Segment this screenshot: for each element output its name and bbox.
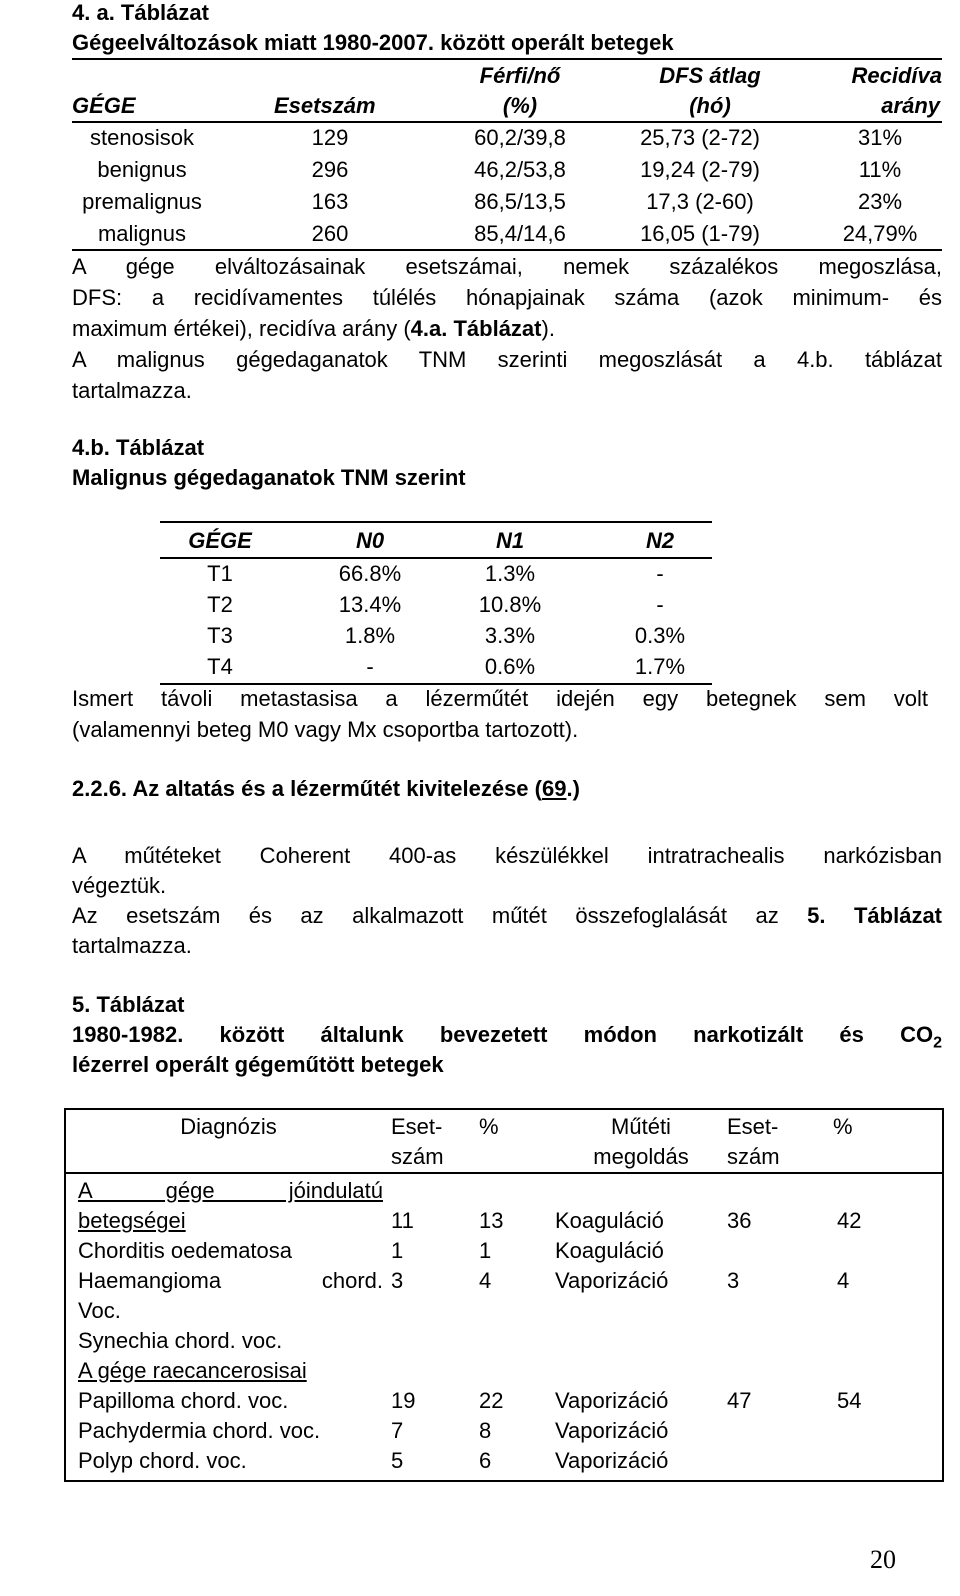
subscript: 2 [933,1034,942,1052]
cell-count: 11 1 3 [391,1173,479,1356]
paragraph-line: A műtéteket Coherent 400-as készülékkel intratrachealis narkózisban [72,843,942,868]
cell-count: 19 7 5 [391,1388,416,1473]
table-ref: 5. Táblázat [807,903,943,928]
cell-ratio: 46,2/53,8 [474,157,566,182]
cell-n0: 13.4% [338,592,402,617]
cell-n1: 3.3% [484,623,536,648]
paragraph-line: tartalmazza. [72,933,192,958]
citation-link[interactable]: 69 [541,776,567,801]
cell-pct: 22 8 6 [479,1388,504,1473]
cell-rec: 23% [857,189,903,214]
paragraph-line [72,903,942,929]
cell-count: 260 [311,221,349,246]
table-4a-label: 4. a. Táblázat [72,0,209,25]
cell-name: premalignus [82,189,202,214]
table-4a-top-rule [72,58,942,60]
cell-sum-count: 47 [727,1388,752,1413]
table-4a-caption-line [72,316,555,342]
header-esetszam: Eset- szám [391,1114,444,1169]
header-recidiva-unit: arány [881,93,940,118]
cell-stage: T1 [207,561,233,586]
table-5-group-benign [65,1173,943,1356]
cell-n1: 0.6% [484,654,536,679]
section-heading [72,776,580,802]
cell-method: Koaguláció Koaguláció Vaporizáció [555,1173,727,1356]
paragraph-line: végeztük. [72,873,167,898]
cell-dfs: 16,05 (1-79) [640,221,760,246]
cell-n2: 0.3% [634,623,686,648]
cell-n0: - [366,654,374,679]
table-5-title-line [72,1022,942,1052]
page-number: 20 [870,1545,896,1574]
cell-n0: 66.8% [338,561,402,586]
table-4a-bottom-rule [72,249,942,251]
header-ferfino-unit: (%) [502,93,538,118]
cell-diagnosis: A gége raecancerosisai Papilloma chord. voc. Pachydermia chord. voc. Polyp chord. voc. [78,1358,321,1473]
cell-n0: 1.8% [344,623,396,648]
header-pct-2: % [833,1114,853,1139]
header-recidiva: Recidíva [851,63,942,88]
cell-n1: 1.3% [484,561,536,586]
header-mutet: Műtéti megoldás [593,1114,689,1169]
header-diagnosis: Diagnózis [180,1114,277,1139]
header-dfs: DFS átlag [659,63,761,88]
table-4b-note-line: (valamennyi beteg M0 vagy Mx csoportba tartozott). [72,717,579,742]
paragraph-text: Az esetszám és az alkalmazott műtét összefoglalását az [72,903,779,928]
header-gege: GÉGE [72,93,136,118]
cell-n2: - [656,592,664,617]
header-dfs-unit: (hó) [689,93,731,118]
cell-rec: 11% [858,157,902,182]
cell-dfs: 17,3 (2-60) [646,189,754,214]
header-gege: GÉGE [188,528,252,553]
caption-text: maximum értékei), recidíva arány ( [72,316,411,341]
table-4b-bottom-rule [160,683,712,685]
table-4b-header-rule [160,557,712,559]
table-4a-caption-line: A gége elváltozásainak esetszámai, nemek százalékos megoszlása, [72,254,942,279]
table-4a-caption-line: DFS: a recidívamentes túlélés hónapjainak száma (azok minimum- és [72,285,942,310]
cell-n2: 1.7% [634,654,686,679]
table-4a-caption-line: tartalmazza. [72,378,192,403]
header-pct: % [479,1114,499,1139]
cell-pct: 13 1 4 [479,1173,555,1356]
cell-name: benignus [97,157,187,182]
cell-name: stenosisok [90,125,194,150]
cell-sum-pct: 42 4 [819,1173,943,1356]
cell-dfs: 19,24 (2-79) [640,157,760,182]
table-4b-title: Malignus gégedaganatok TNM szerint [72,465,466,490]
cell-dfs: 25,73 (2-72) [640,125,760,150]
table-4b-note-line: Ismert távoli metastasisa a lézerműtét idején egy betegnek sem volt [72,686,928,711]
table-ref: 4.a. Táblázat [410,316,542,341]
caption-text: ). [541,316,555,341]
cell-stage: T2 [207,592,233,617]
table-5 [64,1108,944,1482]
section-heading-text: .) [566,776,580,801]
table-4a-title: Gégeelváltozások miatt 1980-2007. között operált betegek [72,30,674,55]
cell-rec: 24,79% [842,221,918,246]
cell-count: 129 [311,125,349,150]
cell-sum-pct: 54 [837,1388,862,1413]
table-5-label: 5. Táblázat [72,992,185,1017]
header-n2: N2 [645,528,675,553]
header-esetszam: Esetszám [274,93,376,118]
cell-count: 163 [311,189,349,214]
cell-count: 296 [311,157,349,182]
cell-stage: T3 [207,623,233,648]
cell-n2: - [656,561,664,586]
table-5-title-text: 1980-1982. között általunk bevezetett módon narkotizált és CO [72,1022,934,1047]
table-5-header [65,1109,943,1173]
cell-name: malignus [97,221,187,246]
cell-diagnosis: A gége jóindulatú betegségei Chorditis oedematosa Haemangioma chord. Voc. Synechia chord. voc. [65,1173,391,1356]
cell-rec: 31% [857,125,903,150]
header-ferfino: Férfi/nő [479,63,561,88]
header-n0: N0 [355,528,385,553]
table-5-group-precancerous [65,1356,943,1481]
header-esetszam-2: Eset- szám [727,1114,780,1169]
table-4b-top-rule [160,521,712,523]
cell-ratio: 86,5/13,5 [474,189,566,214]
table-4a-caption-line: A malignus gégedaganatok TNM szerinti megoszlását a 4.b. táblázat [72,347,942,372]
header-n1: N1 [495,528,525,553]
cell-ratio: 85,4/14,6 [474,221,566,246]
cell-method: Vaporizáció Vaporizáció Vaporizáció [555,1388,669,1473]
section-heading-text: 2.2.6. Az altatás és a lézerműtét kivitelezése ( [72,776,542,801]
cell-sum-count: 36 3 [727,1173,819,1356]
cell-n1: 10.8% [478,592,542,617]
table-4a-header-rule [72,121,942,123]
cell-ratio: 60,2/39,8 [474,125,566,150]
table-4b-label: 4.b. Táblázat [72,435,205,460]
cell-stage: T4 [207,654,233,679]
table-5-title-line: lézerrel operált gégeműtött betegek [72,1052,444,1077]
